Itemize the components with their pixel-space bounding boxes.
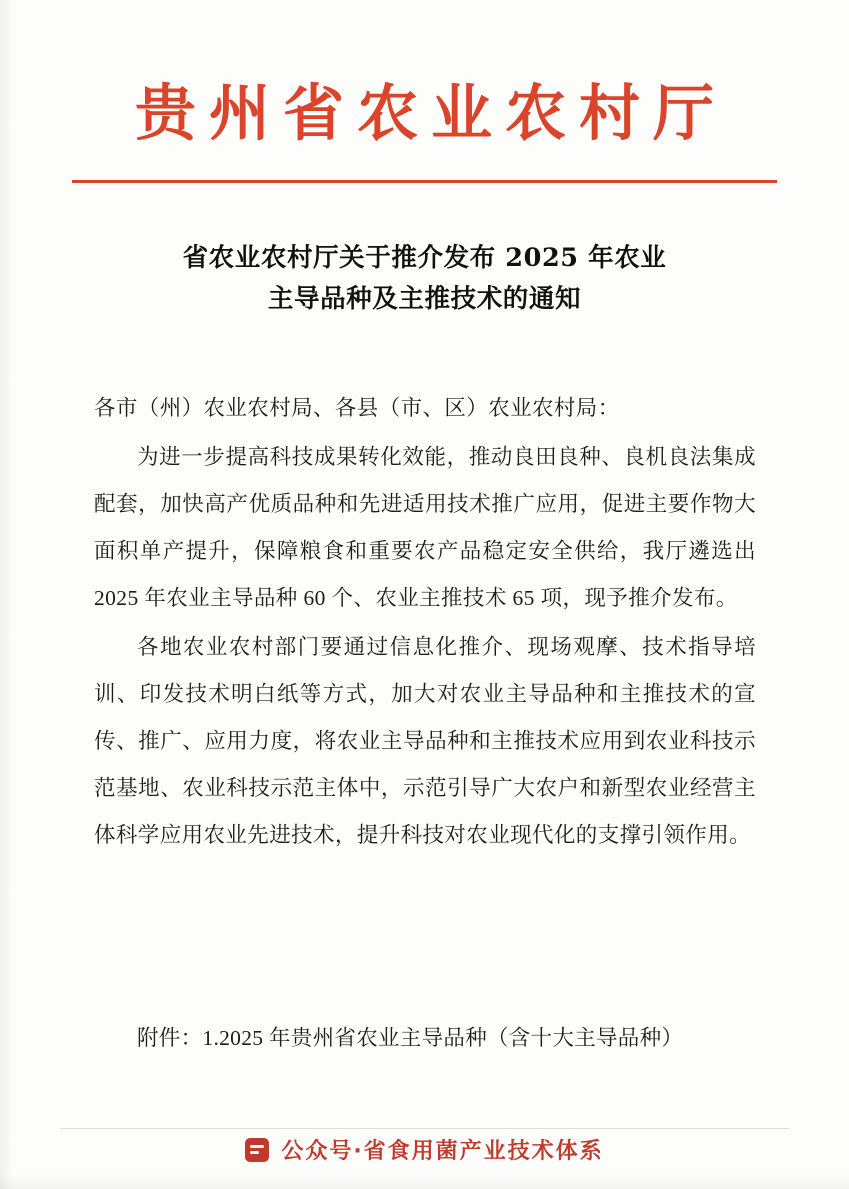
scan-edge-shading-bottom (0, 1173, 849, 1189)
document-title (118, 238, 731, 321)
footer-divider (60, 1128, 789, 1129)
letterhead-divider (72, 180, 777, 183)
letterhead (0, 78, 849, 150)
attachment-line: 附件：1.2025 年贵州省农业主导品种（含十大主导品种） (137, 1026, 684, 1050)
document-title-line-2: 主导品种及主推技术的通知 (267, 284, 582, 315)
body-paragraph-2: 各地农业农村部门要通过信息化推介、现场观摩、技术指导培训、印发技术明白纸等方式，加大对农业主导品种和主推技术的宣传、推广、应用力度，将农业主导品种和主推技术应用到农业科技示范基地、农业科技示范主体中，示范引导广大农户和新型农业经营主体科学应用农业先进技术，提升科技对农业现代化的支撑引领作用。 (94, 635, 756, 847)
wechat-official-account-icon (245, 1138, 269, 1162)
scan-edge-shading-left (0, 0, 14, 1189)
footer-watermark (0, 1134, 849, 1165)
document-title-line-1: 省农业农村厅关于推介发布 2025 年农业 (182, 243, 667, 273)
document-body (94, 385, 756, 861)
letterhead-organization: 贵州省农业农村厅 (134, 78, 727, 149)
body-paragraph-1: 为进一步提高科技成果转化效能，推动良田良种、良机良法集成配套，加快高产优质品种和先进适用技术推广应用，促进主要作物大面积单产提升，保障粮食和重要农产品稳定安全供给，我厅遴选出 2025 年农业主导品种 60 个、农业主推技术 65 项，现予推介发布。 (94, 445, 756, 610)
salutation: 各市（州）农业农村局、各县（市、区）农业农村局： (94, 396, 620, 420)
footer-watermark-text: 公众号·省食用菌产业技术体系 (281, 1139, 604, 1164)
